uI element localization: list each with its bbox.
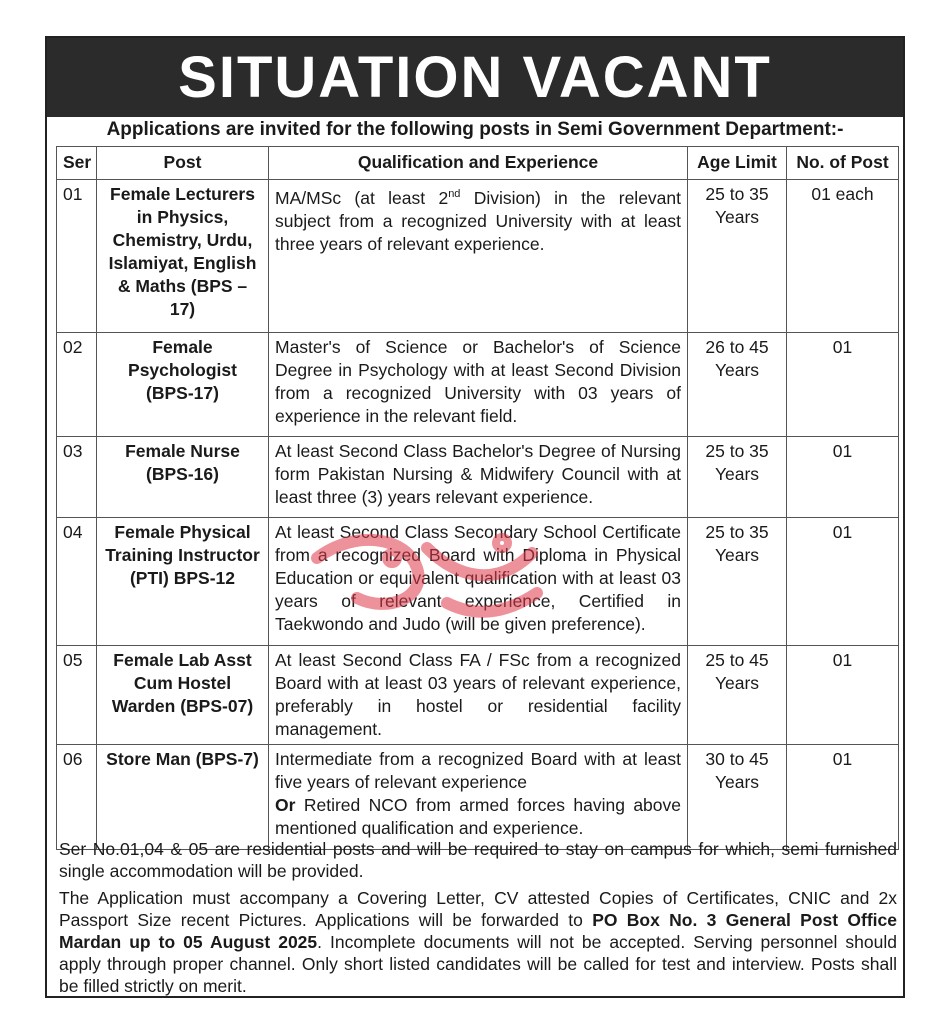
- header-age: Age Limit: [688, 147, 787, 180]
- qual-text: MA/MSc (at least 2: [275, 187, 449, 208]
- row-qualification: [269, 745, 688, 850]
- application-note: [59, 887, 897, 997]
- qual-text: Retired NCO from armed forces having above mentioned qualification and experience.: [275, 795, 681, 838]
- header-post: Post: [97, 147, 269, 180]
- row-post: Female Lab Asst Cum Hostel Warden (BPS-07): [97, 646, 269, 745]
- table-header-row: [57, 147, 899, 180]
- address-deadline: PO Box No. 3 General Post Office Mardan up to 05 August 2025: [59, 910, 897, 952]
- row-post: Female Psychologist (BPS-17): [97, 333, 269, 437]
- row-posts: 01: [787, 333, 899, 437]
- intro-text: Applications are invited for the following posts in Semi Government Department:-: [106, 119, 844, 140]
- qual-superscript: nd: [448, 188, 461, 200]
- application-text: . Incomplete documents will not be accepted. Serving personnel should apply through proper channel. Only short listed candidates will be called for test and interview. Posts shall be filled strictly on merit.: [59, 932, 897, 996]
- row-ser: 02: [57, 333, 97, 437]
- header-posts: No. of Post: [787, 147, 899, 180]
- row-age: 25 to 45 Years: [688, 646, 787, 745]
- qual-or: Or: [275, 795, 296, 815]
- notes: [59, 838, 897, 1002]
- row-posts: 01 each: [787, 180, 899, 333]
- row-post: Store Man (BPS-7): [97, 745, 269, 850]
- table-row: [57, 180, 899, 333]
- row-ser: 05: [57, 646, 97, 745]
- residential-note: Ser No.01,04 & 05 are residential posts and will be required to stay on campus for which, semi furnished single accommodation will be provided.: [59, 839, 897, 881]
- header-ser: Ser: [57, 147, 97, 180]
- row-qualification: At least Second Class FA / FSc from a recognized Board with at least 03 years of relevant experience, preferably in hostel or residential facility management.: [269, 646, 688, 745]
- qual-text: Division) in the relevant subject from a recognized University with at least three years of relevant experience.: [275, 187, 681, 254]
- table-row: [57, 745, 899, 850]
- row-qualification: [269, 180, 688, 333]
- row-qualification: Master's of Science or Bachelor's of Science Degree in Psychology with at least Second Division from a recognized University with 03 years of experience in the relevant field.: [269, 333, 688, 437]
- table-row: [57, 333, 899, 437]
- table-row: [57, 518, 899, 646]
- row-posts: 01: [787, 745, 899, 850]
- page-title: SITUATION VACANT: [47, 38, 903, 117]
- qual-text: Intermediate from a recognized Board with at least five years of relevant experience: [275, 749, 681, 792]
- row-posts: 01: [787, 437, 899, 518]
- row-ser: 06: [57, 745, 97, 850]
- row-post: Female Lecturers in Physics, Chemistry, Urdu, Islamiyat, English & Maths (BPS – 17): [97, 180, 269, 333]
- table-row: [57, 437, 899, 518]
- row-age: 26 to 45 Years: [688, 333, 787, 437]
- header-qualification: Qualification and Experience: [269, 147, 688, 180]
- row-ser: 01: [57, 180, 97, 333]
- advertisement: [45, 36, 905, 998]
- row-posts: 01: [787, 646, 899, 745]
- row-post: Female Physical Training Instructor (PTI) BPS-12: [97, 518, 269, 646]
- posts-table: [56, 146, 899, 850]
- row-ser: 04: [57, 518, 97, 646]
- row-posts: 01: [787, 518, 899, 646]
- row-age: 25 to 35 Years: [688, 518, 787, 646]
- row-qualification: At least Second Class Bachelor's Degree of Nursing form Pakistan Nursing & Midwifery Council with at least three (3) years relevant experience.: [269, 437, 688, 518]
- table-row: [57, 646, 899, 745]
- row-post: Female Nurse (BPS-16): [97, 437, 269, 518]
- row-ser: 03: [57, 437, 97, 518]
- row-age: 25 to 35 Years: [688, 180, 787, 333]
- row-qualification: At least Second Class Secondary School Certificate from a recognized Board with Diploma in Physical Education or equivalent qualification with at least 03 years of relevant experience, Certified in Taekwondo and Judo (will be given preference).: [269, 518, 688, 646]
- application-text: The Application must accompany a Covering Letter, CV attested Copies of Certificates, CNIC and 2x Passport Size recent Pictures. Applications will be forwarded to: [59, 888, 897, 930]
- row-age: 25 to 35 Years: [688, 437, 787, 518]
- row-age: 30 to 45 Years: [688, 745, 787, 850]
